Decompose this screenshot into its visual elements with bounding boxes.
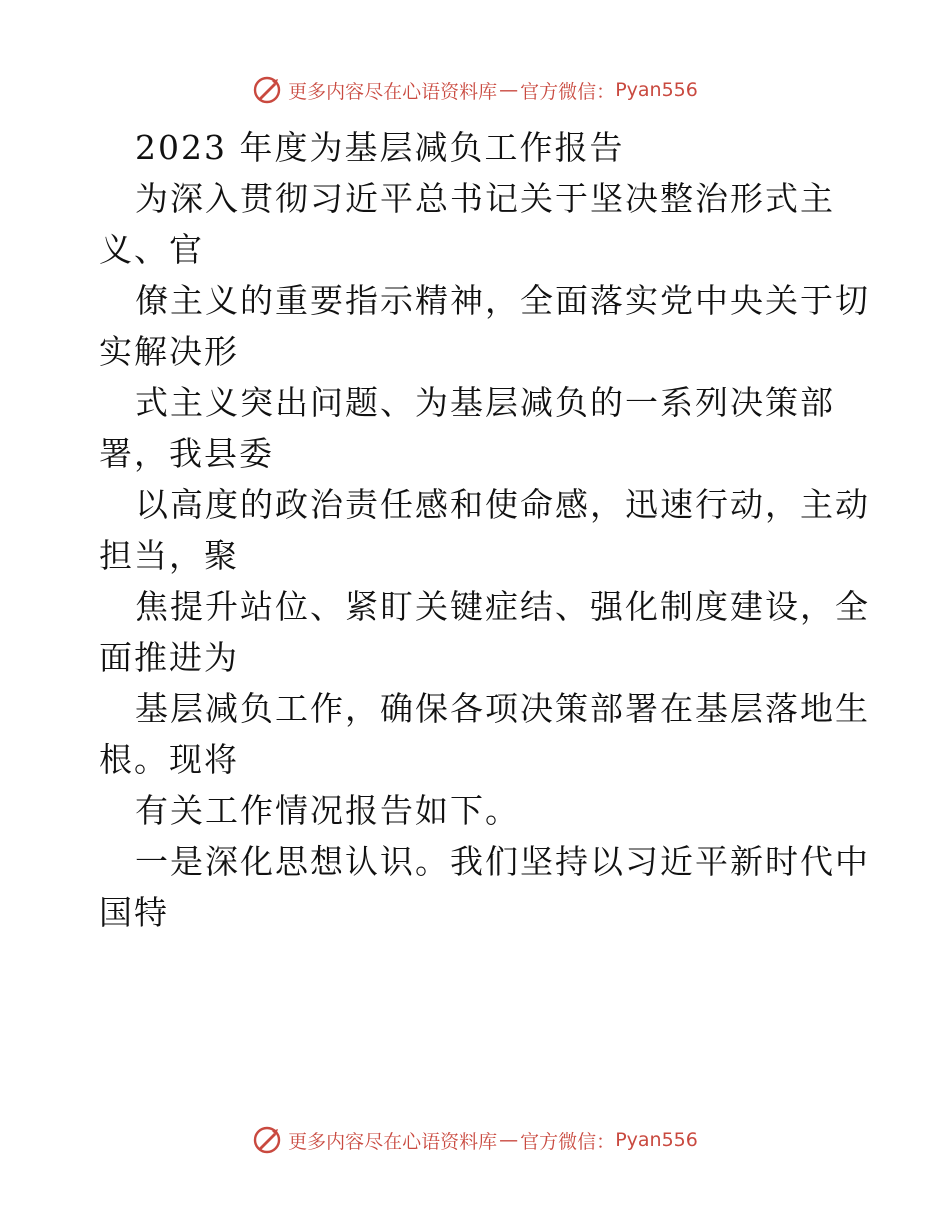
- document-line: 焦提升站位、紧盯关键症结、强化制度建设，全: [135, 587, 870, 626]
- document-lines: [99, 173, 870, 938]
- document-line: 僚主义的重要指示精神，全面落实党中央关于切: [135, 281, 870, 320]
- document-line: 署，我县委: [99, 434, 274, 473]
- watermark-brand: 更多内容尽在心语资料库: [288, 1130, 498, 1153]
- quill-pen-logo-icon: [252, 1125, 282, 1155]
- document-line: 以高度的政治责任感和使命感，迅速行动，主动: [135, 485, 870, 524]
- document-line: 担当，聚: [99, 536, 239, 575]
- watermark-contact-label: 官方微信：: [520, 1130, 616, 1153]
- watermark-contact-label: 官方微信：: [520, 80, 616, 103]
- document-line: 一是深化思想认识。我们坚持以习近平新时代中: [135, 842, 870, 881]
- footer-watermark: [0, 1125, 950, 1155]
- document-line: 基层减负工作，确保各项决策部署在基层落地生: [135, 689, 870, 728]
- document-line: 实解决形: [99, 332, 239, 371]
- document-line: 为深入贯彻习近平总书记关于坚决整治形式主: [135, 179, 835, 218]
- document-line: 国特: [99, 893, 169, 932]
- header-watermark: [0, 75, 950, 105]
- watermark-brand: 更多内容尽在心语资料库: [288, 80, 498, 103]
- document-line: 义、官: [99, 230, 204, 269]
- document-line: 根。现将: [99, 740, 239, 779]
- watermark-separator: —: [499, 1129, 519, 1151]
- quill-pen-logo-icon: [252, 75, 282, 105]
- document-title: 2023 年度为基层减负工作报告: [135, 128, 625, 167]
- watermark-contact-id: Pyan556: [615, 1129, 698, 1151]
- document-line: 有关工作情况报告如下。: [135, 791, 520, 830]
- document-line: 式主义突出问题、为基层减负的一系列决策部: [135, 383, 835, 422]
- watermark-separator: —: [499, 79, 519, 101]
- document-body: [99, 122, 870, 938]
- document-line: 面推进为: [99, 638, 239, 677]
- watermark-contact-id: Pyan556: [615, 79, 698, 101]
